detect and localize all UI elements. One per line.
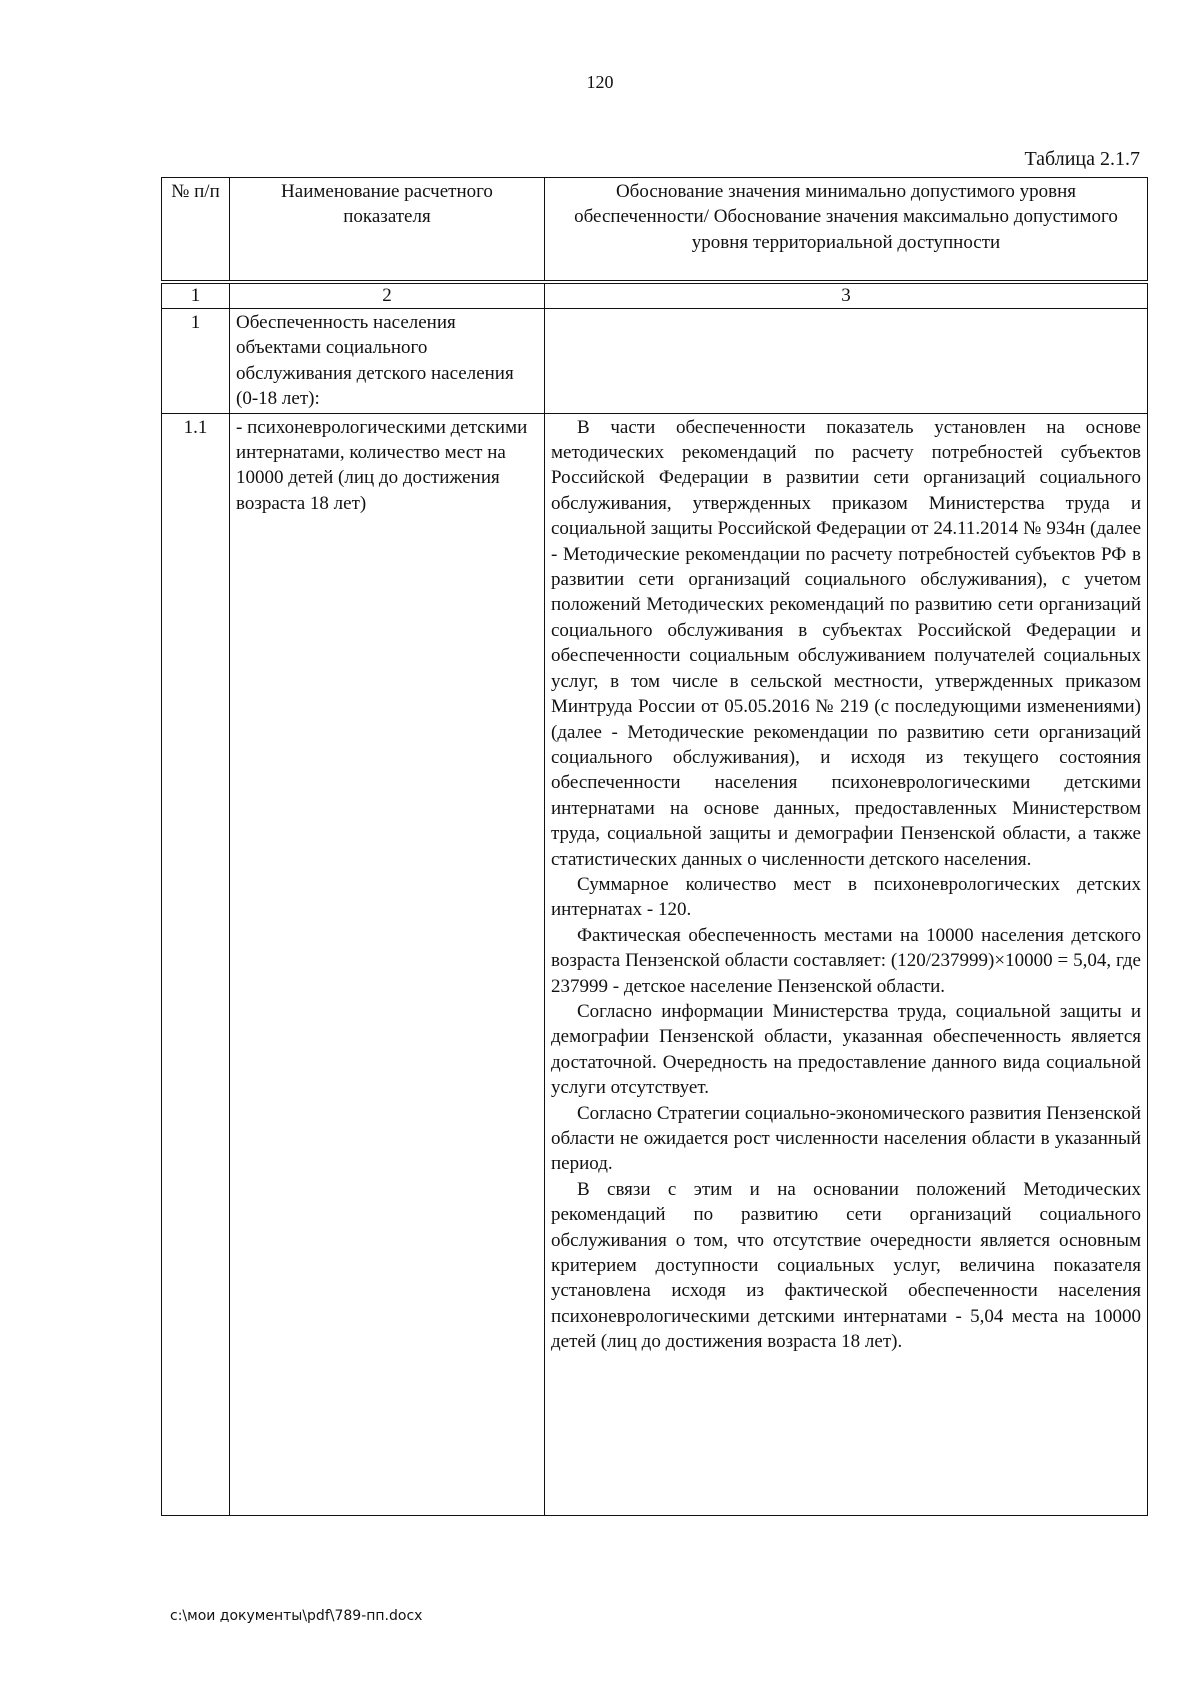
- indicator-table: [161, 177, 1148, 1516]
- justification-paragraph: Суммарное количество мест в психоневрологических детских интернатах - 120.: [551, 873, 1141, 921]
- header-number: № п/п: [162, 178, 230, 283]
- row-number: 1.1: [162, 413, 230, 1515]
- header-indicator-name: Наименование расчетного показателя: [230, 178, 545, 283]
- footer-file-path: c:\мои документы\pdf\789-пп.docx: [170, 1608, 423, 1624]
- column-number: 2: [230, 282, 545, 309]
- justification-paragraph: Согласно информации Министерства труда, социальной защиты и демографии Пензенской области, указанная обеспеченность является достаточной. Очередность на предоставление данного вида социальной услуги отсутствует.: [551, 1000, 1141, 1099]
- column-number: 3: [545, 282, 1148, 309]
- table-header-row: [162, 178, 1148, 283]
- table-row: [162, 309, 1148, 414]
- indicator-justification: [545, 413, 1148, 1515]
- indicator-name: Обеспеченность населения объектами социального обслуживания детского населения (0-18 лет):: [230, 309, 545, 414]
- table-row: [162, 413, 1148, 1515]
- row-number: 1: [162, 309, 230, 414]
- indicator-name: - психоневрологическими детскими интернатами, количество мест на 10000 детей (лиц до достижения возраста 18 лет): [230, 413, 545, 1515]
- justification-paragraph: Фактическая обеспеченность местами на 10000 населения детского возраста Пензенской области составляет: (120/237999)×10000 = 5,04, где 237999 - детское население Пензенской области.: [551, 924, 1141, 997]
- indicator-justification: [545, 309, 1148, 414]
- header-justification: Обоснование значения минимально допустимого уровня обеспеченности/ Обоснование значения максимально допустимого уровня территориальной доступности: [545, 178, 1148, 283]
- column-number-row: [162, 282, 1148, 309]
- justification-paragraph: Согласно Стратегии социально-экономического развития Пензенской области не ожидается рост численности населения области в указанный период.: [551, 1102, 1141, 1175]
- table-caption: Таблица 2.1.7: [1024, 148, 1140, 170]
- page-number: 120: [586, 72, 614, 92]
- column-number: 1: [162, 282, 230, 309]
- justification-paragraph: В части обеспеченности показатель установлен на основе методических рекомендаций по расчету потребностей субъектов Российской Федерации в развитии сети организаций социального обслуживания, утвержденных приказом Министерства труда и социальной защиты Российской Федерации от 24.11.2014 № 934н (далее - Методические рекомендации по расчету потребностей субъектов РФ в развитии сети организаций социального обслуживания), с учетом положений Методических рекомендаций по развитию сети организаций социального обслуживания в субъектах Российской Федерации и обеспеченности социальным обслуживанием получателей социальных услуг, в том числе в сельской местности, утвержденных приказом Минтруда России от 05.05.2016 № 219 (с последующими изменениями) (далее - Методические рекомендации по развитию сети организаций социального обслуживания), и исходя из текущего состояния обеспеченности населения психоневрологическими детскими интернатами на основе данных, предоставленных Министерством труда, социальной защиты и демографии Пензенской области, а также статистических данных о численности детского населения.: [551, 416, 1141, 870]
- justification-paragraph: В связи с этим и на основании положений Методических рекомендаций по развитию сети организаций социального обслуживания о том, что отсутствие очередности является основным критерием доступности социальных услуг, величина показателя установлена исходя из фактической обеспеченности населения психоневрологическими детскими интернатами - 5,04 места на 10000 детей (лиц до достижения возраста 18 лет).: [551, 1178, 1141, 1353]
